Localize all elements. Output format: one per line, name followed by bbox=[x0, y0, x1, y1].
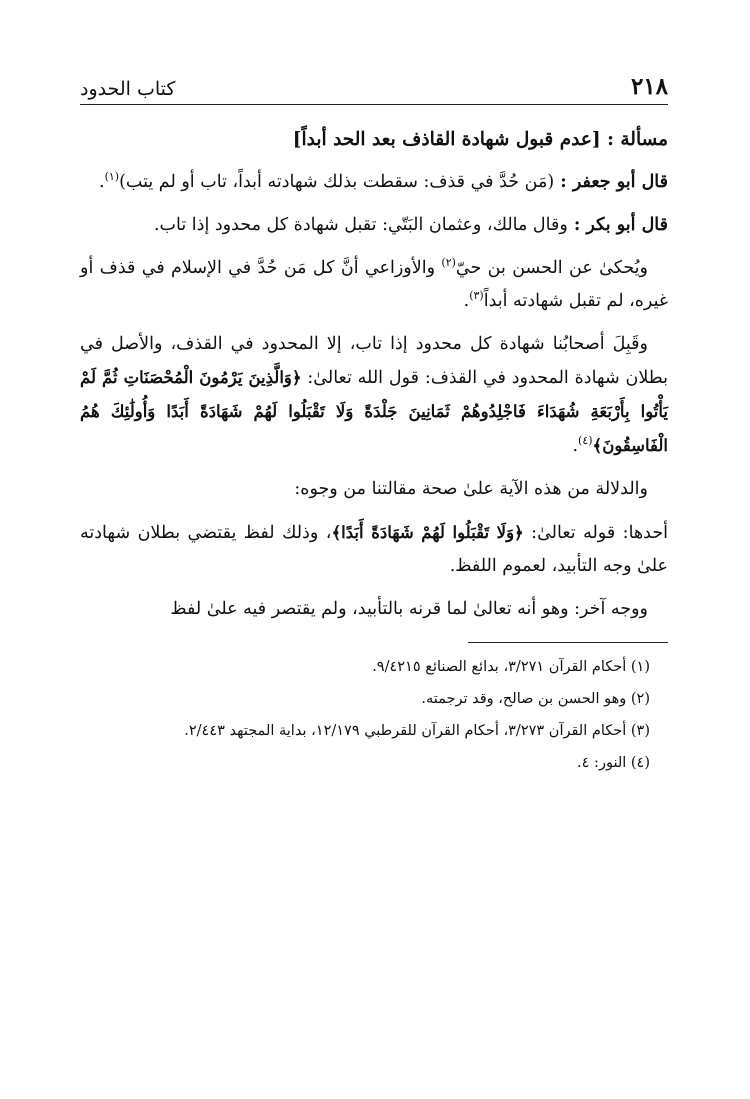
footnote-1: (١) أحكام القرآن ٣/٢٧١، بدائع الصنائع ٩/٤٢١٥. bbox=[372, 659, 650, 675]
period: . bbox=[463, 291, 470, 311]
paragraph-text: وقال مالك، وعثمان البَتّي: تقبل شهادة كل محدود إذا تاب. bbox=[153, 215, 568, 235]
footnote-ref: (٢) bbox=[441, 256, 456, 270]
issue-title: [عدم قبول شهادة القاذف بعد الحد أبداً] bbox=[292, 129, 601, 150]
paragraph-4 bbox=[80, 328, 668, 463]
paragraph-3 bbox=[80, 252, 668, 318]
paragraph-text: والدلالة من هذه الآية علىٰ صحة مقالتنا من وجوه: bbox=[294, 479, 648, 499]
running-title: كتاب الحدود bbox=[80, 78, 176, 100]
paragraph-1 bbox=[80, 166, 668, 199]
footnote-3: (٣) أحكام القرآن ٣/٢٧٣، أحكام القرآن للقرطبي ١٢/١٧٩، بداية المجتهد ٢/٤٤٣. bbox=[184, 723, 650, 739]
paragraph-5 bbox=[80, 473, 668, 506]
paragraph-2 bbox=[80, 209, 668, 242]
footnote-divider bbox=[468, 642, 668, 643]
footnote-ref: (١) bbox=[104, 170, 120, 184]
page-header bbox=[80, 60, 668, 105]
paragraph-text: والأوزاعي أنَّ كل مَن حُدَّ في الإسلام في قذف أو غيره، لم تقبل شهادته أبداً bbox=[80, 258, 668, 311]
page-number: ٢١٨ bbox=[630, 73, 668, 100]
paragraph-7 bbox=[80, 593, 668, 626]
paragraph-text: (مَن حُدَّ في قذف: سقطت بذلك شهادته أبداً، تاب أو لم يتب) bbox=[119, 172, 555, 192]
footnote-2: (٢) وهو الحسن بن صالح، وقد ترجمته. bbox=[421, 691, 650, 707]
quran-verse: ﴿وَالَّذِينَ يَرْمُونَ الْمُحْصَنَاتِ ثُمَّ لَمْ يَأْتُوا بِأَرْبَعَةِ شُهَدَاءَ فَاجْلِدُوهُمْ ثَمَانِينَ جَلْدَةً وَلَا تَقْبَلُوا لَهُمْ شَهَادَةً أَبَدًا وَأُولَٰئِكَ هُمُ الْفَاسِقُونَ﴾ bbox=[80, 368, 668, 455]
speaker-label: قال أبو جعفر : bbox=[554, 172, 668, 192]
footnote-4: (٤) النور: ٤. bbox=[577, 755, 650, 771]
paragraph-text: ويُحكىٰ عن الحسن بن حيّ bbox=[455, 258, 649, 278]
period: . bbox=[98, 172, 105, 192]
paragraph-text: أحدها: قوله تعالىٰ: bbox=[523, 523, 668, 543]
issue-prefix: مسألة : bbox=[600, 129, 668, 150]
paragraph-text: ووجه آخر: وهو أنه تعالىٰ لما قرنه بالتأبيد، ولم يقتصر فيه علىٰ لفظ bbox=[170, 599, 648, 619]
paragraph-text: ، وذلك لفظ يقتضي بطلان شهادته علىٰ وجه التأبيد، لعموم اللفظ. bbox=[80, 523, 668, 576]
speaker-label: قال أبو بكر : bbox=[567, 215, 668, 235]
book-page bbox=[80, 60, 668, 781]
issue-heading bbox=[80, 123, 668, 156]
footnote-ref: (٣) bbox=[469, 289, 484, 303]
paragraph-text: وقَبِلَ أصحابُنا شهادة كل محدود إذا تاب، إلا المحدود في القذف، والأصل في بطلان شهادة المحدود في القذف: قول الله تعالىٰ: bbox=[80, 334, 668, 388]
period: . bbox=[572, 436, 579, 456]
footnote-ref: (٤) bbox=[578, 434, 593, 448]
quran-verse: ﴿وَلَا تَقْبَلُوا لَهُمْ شَهَادَةً أَبَدًا﴾ bbox=[331, 523, 524, 542]
main-text bbox=[80, 123, 668, 626]
footnotes bbox=[80, 653, 668, 777]
paragraph-6 bbox=[80, 516, 668, 583]
